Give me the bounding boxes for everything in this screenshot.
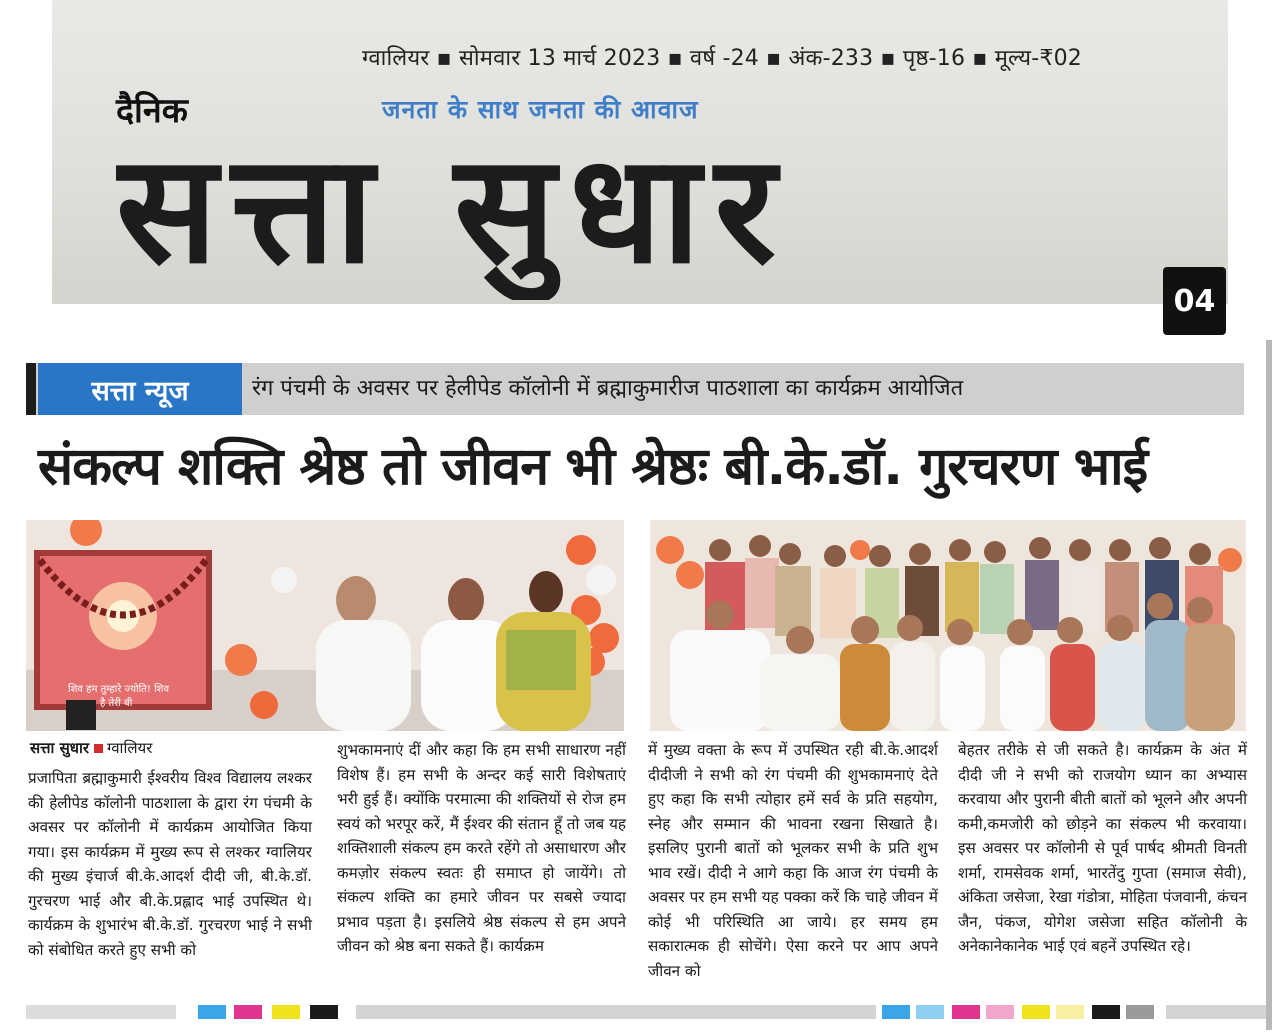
reg-gray: [26, 1005, 176, 1019]
frame-text-2: है तेरी बी: [100, 698, 133, 709]
byline-city: ग्वालियर: [107, 739, 153, 757]
frame-text-1: शिव हम तुम्हारे ज्योति! शिव: [68, 684, 170, 695]
page-number-badge: 04: [1163, 267, 1226, 335]
reg-magenta: [234, 1005, 262, 1019]
header-stripe: [26, 363, 36, 415]
reg-cyan-light: [916, 1005, 944, 1019]
reg-gray-long: [356, 1005, 876, 1019]
reg-magenta-2: [952, 1005, 980, 1019]
date-line: ग्वालियर ▪ सोमवार 13 मार्च 2023 ▪ वर्ष -24 ▪ अंक-233 ▪ पृष्ठ-16 ▪ मूल्य-₹02: [362, 46, 1083, 71]
reg-cyan: [198, 1005, 226, 1019]
article-column-2: शुभकामनाएं दीं और कहा कि हम सभी साधारण नहीं विशेष हैं। हम सभी के अन्दर कई सारी विशेषताएं भरी हुई हैं। क्योंकि परमात्मा की शक्तियों से रोज हम स्वयं को भरपूर करें, मैं ईश्वर की संतान हूँ तो जब यह शक्तिशाली संकल्प हम करते रहेंगे तो असाधारण और कमज़ोर संकल्प स्वतः ही समाप्त हो जायेंगे। तो संकल्प शक्ति का हमारे जीवन पर सबसे ज्यादा प्रभाव पड़ता है। इसलिये श्रेष्ठ संकल्प से हम अपने जीवन को श्रेष्ठ बना सकते हैं। कार्यक्रम: [337, 741, 626, 955]
reg-gray-2: [1126, 1005, 1154, 1019]
reg-gray-3: [1166, 1005, 1266, 1019]
reg-cyan-2: [882, 1005, 910, 1019]
dainik-label: दैनिक: [116, 91, 188, 131]
reg-yellow-light: [1056, 1005, 1084, 1019]
tagline: जनता के साथ जनता की आवाज: [382, 95, 699, 124]
reg-magenta-light: [986, 1005, 1014, 1019]
photo-group: [650, 520, 1246, 731]
article-column-4: बेहतर तरीके से जी सकते है। कार्यक्रम के अंत में दीदी जी ने सभी को राजयोग ध्यान का अभ्यास करवाया और पुरानी बीती बातों को भूलने और अपनी कमी,कमजोरी को छोड़ने का संकल्प भी करवाया। इस अवसर पर कॉलोनी से पूर्व पार्षद श्रीमती विनती शर्मा, रामसेवक शर्मा, भारतेंदु गुप्ता (समाज सेवी), अंकिता जसेजा, रेखा गंडोत्रा, मोहिता पंजवानी, कंचन जैन, पंकज, योगेश जसेजा सहित कॉलोनी के अनेकानेकानेक भाई एवं बहनें उपस्थित रहे।: [958, 741, 1247, 955]
reg-black: [310, 1005, 338, 1019]
reg-yellow: [272, 1005, 300, 1019]
page-edge: [1266, 340, 1272, 1030]
print-registration-bar: [26, 1005, 1276, 1019]
byline: [30, 738, 152, 758]
newspaper-title: सत्ता सुधार: [116, 123, 790, 297]
headline: संकल्प शक्ति श्रेष्ठ तो जीवन भी श्रेष्ठः बी.के.डॉ. गुरचरण भाई: [38, 437, 1148, 497]
article-column-3: में मुख्य वक्ता के रूप में उपस्थित रही बी.के.आदर्श दीदीजी ने सभी को रंग पंचमी की शुभकामनाएं देते हुए कहा कि सभी त्योहार हमें सर्व के प्रति सहयोग, स्नेह और सम्मान की भावना रखना सिखाते है। इसलिए पुरानी बातों को भूलकर सभी के प्रति शुभ भाव रखें। दीदी ने आगे कहा कि आज रंग पंचमी के अवसर पर हम सभी यह पक्का करें कि चाहे जीवन में कोई भी परिस्थिति आ जाये। हर समय हम सकारात्मक ही सोचेंगे। ऐसा करने पर आप अपने जीवन को: [648, 741, 938, 980]
kicker: रंग पंचमी के अवसर पर हेलीपेड कॉलोनी में ब्रह्माकुमारीज पाठशाला का कार्यक्रम आयोजित: [252, 376, 964, 401]
reg-black-2: [1092, 1005, 1120, 1019]
group-photo-illustration: [650, 520, 1246, 731]
reg-yellow-2: [1022, 1005, 1050, 1019]
masthead: [52, 0, 1228, 304]
article-column-1: प्रजापिता ब्रह्माकुमारी ईश्वरीय विश्व विद्यालय लश्कर की हेलीपेड कॉलोनी पाठशाला के द्वारा रंग पंचमी के अवसर पर कॉलोनी में कार्यक्रम आयोजित किया गया। इस कार्यक्रम में मुख्य रूप से लश्कर ग्वालियर की मुख्य इंचार्ज बी.के.आदर्श दीदी जी, बी.के.डॉ. गुरचरण भाई और बी.के.प्रह्लाद भाई उपस्थित थे। कार्यक्रम के शुभारंभ बी.के.डॉ. गुरचरण भाई ने सभी को संबोधित करते हुए सभी को: [28, 769, 312, 959]
byline-paper: सत्ता सुधार: [30, 739, 89, 757]
photo-stage-guests: [26, 520, 624, 731]
byline-separator: [94, 744, 103, 753]
stage-photo-illustration: [26, 520, 624, 731]
section-tag: सत्ता न्यूज: [38, 363, 242, 415]
